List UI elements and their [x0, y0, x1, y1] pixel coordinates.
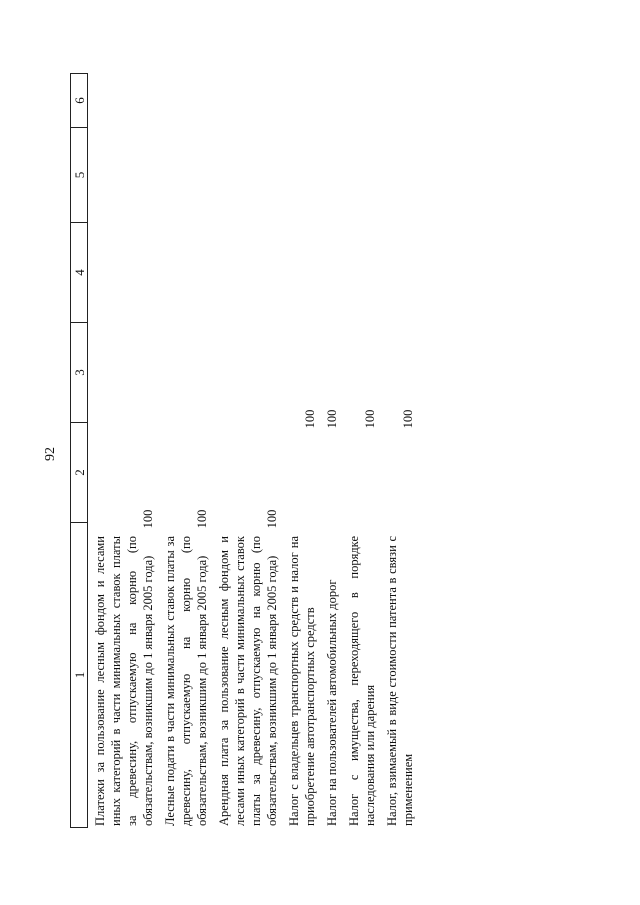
table-header	[70, 73, 88, 828]
row-value-col3: 100	[325, 409, 339, 429]
table-row	[92, 73, 156, 828]
row-name: Арендная плата за пользование лесным фондом и лесами иных категорий в части минимальных ставок платы за древесину, отпускаемую на корню (по обязательствам, возникшим до 1 января 2005 года)	[217, 536, 279, 826]
row-value-col2: 100	[265, 509, 279, 529]
row-value-col3: 100	[401, 409, 415, 429]
header-col-2: 2	[71, 422, 88, 522]
row-value-col3: 100	[363, 409, 377, 429]
table-row	[286, 73, 318, 828]
header-col-3: 3	[71, 322, 88, 422]
header-col-6: 6	[71, 73, 88, 127]
row-name: Налог, взимаемый в виде стоимости патента в связи с применением	[385, 536, 415, 826]
row-name: Платежи за пользование лесным фондом и лесами иных категорий в части минимальных ставок платы за древесину, отпускаемую на корню (по обязательствам, возникшим до 1 января 2005 года)	[93, 536, 155, 826]
table-row	[324, 73, 340, 828]
row-value-col2: 100	[195, 509, 209, 529]
row-name: Налог на пользователей автомобильных дорог	[325, 579, 339, 826]
page-number: 92	[43, 447, 58, 461]
table-body	[92, 73, 422, 828]
row-name: Налог с владельцев транспортных средств и налог на приобретение автотранспортных средств	[287, 536, 317, 826]
row-value-col3: 100	[303, 409, 317, 429]
header-col-5: 5	[71, 127, 88, 222]
table-row	[346, 73, 378, 828]
table-row	[384, 73, 416, 828]
rotated-table	[70, 68, 590, 828]
header-col-4: 4	[71, 222, 88, 322]
row-value-col2: 100	[141, 509, 155, 529]
header-col-1: 1	[71, 522, 88, 827]
row-name: Лесные подати в части минимальных ставок платы за древесину, отпускаемую на корню (по обязательствам, возникшим до 1 января 2005 года)	[163, 536, 209, 826]
row-name: Налог с имущества, переходящего в порядке наследования или дарения	[347, 536, 377, 826]
table-row	[162, 73, 210, 828]
table-row	[216, 73, 280, 828]
